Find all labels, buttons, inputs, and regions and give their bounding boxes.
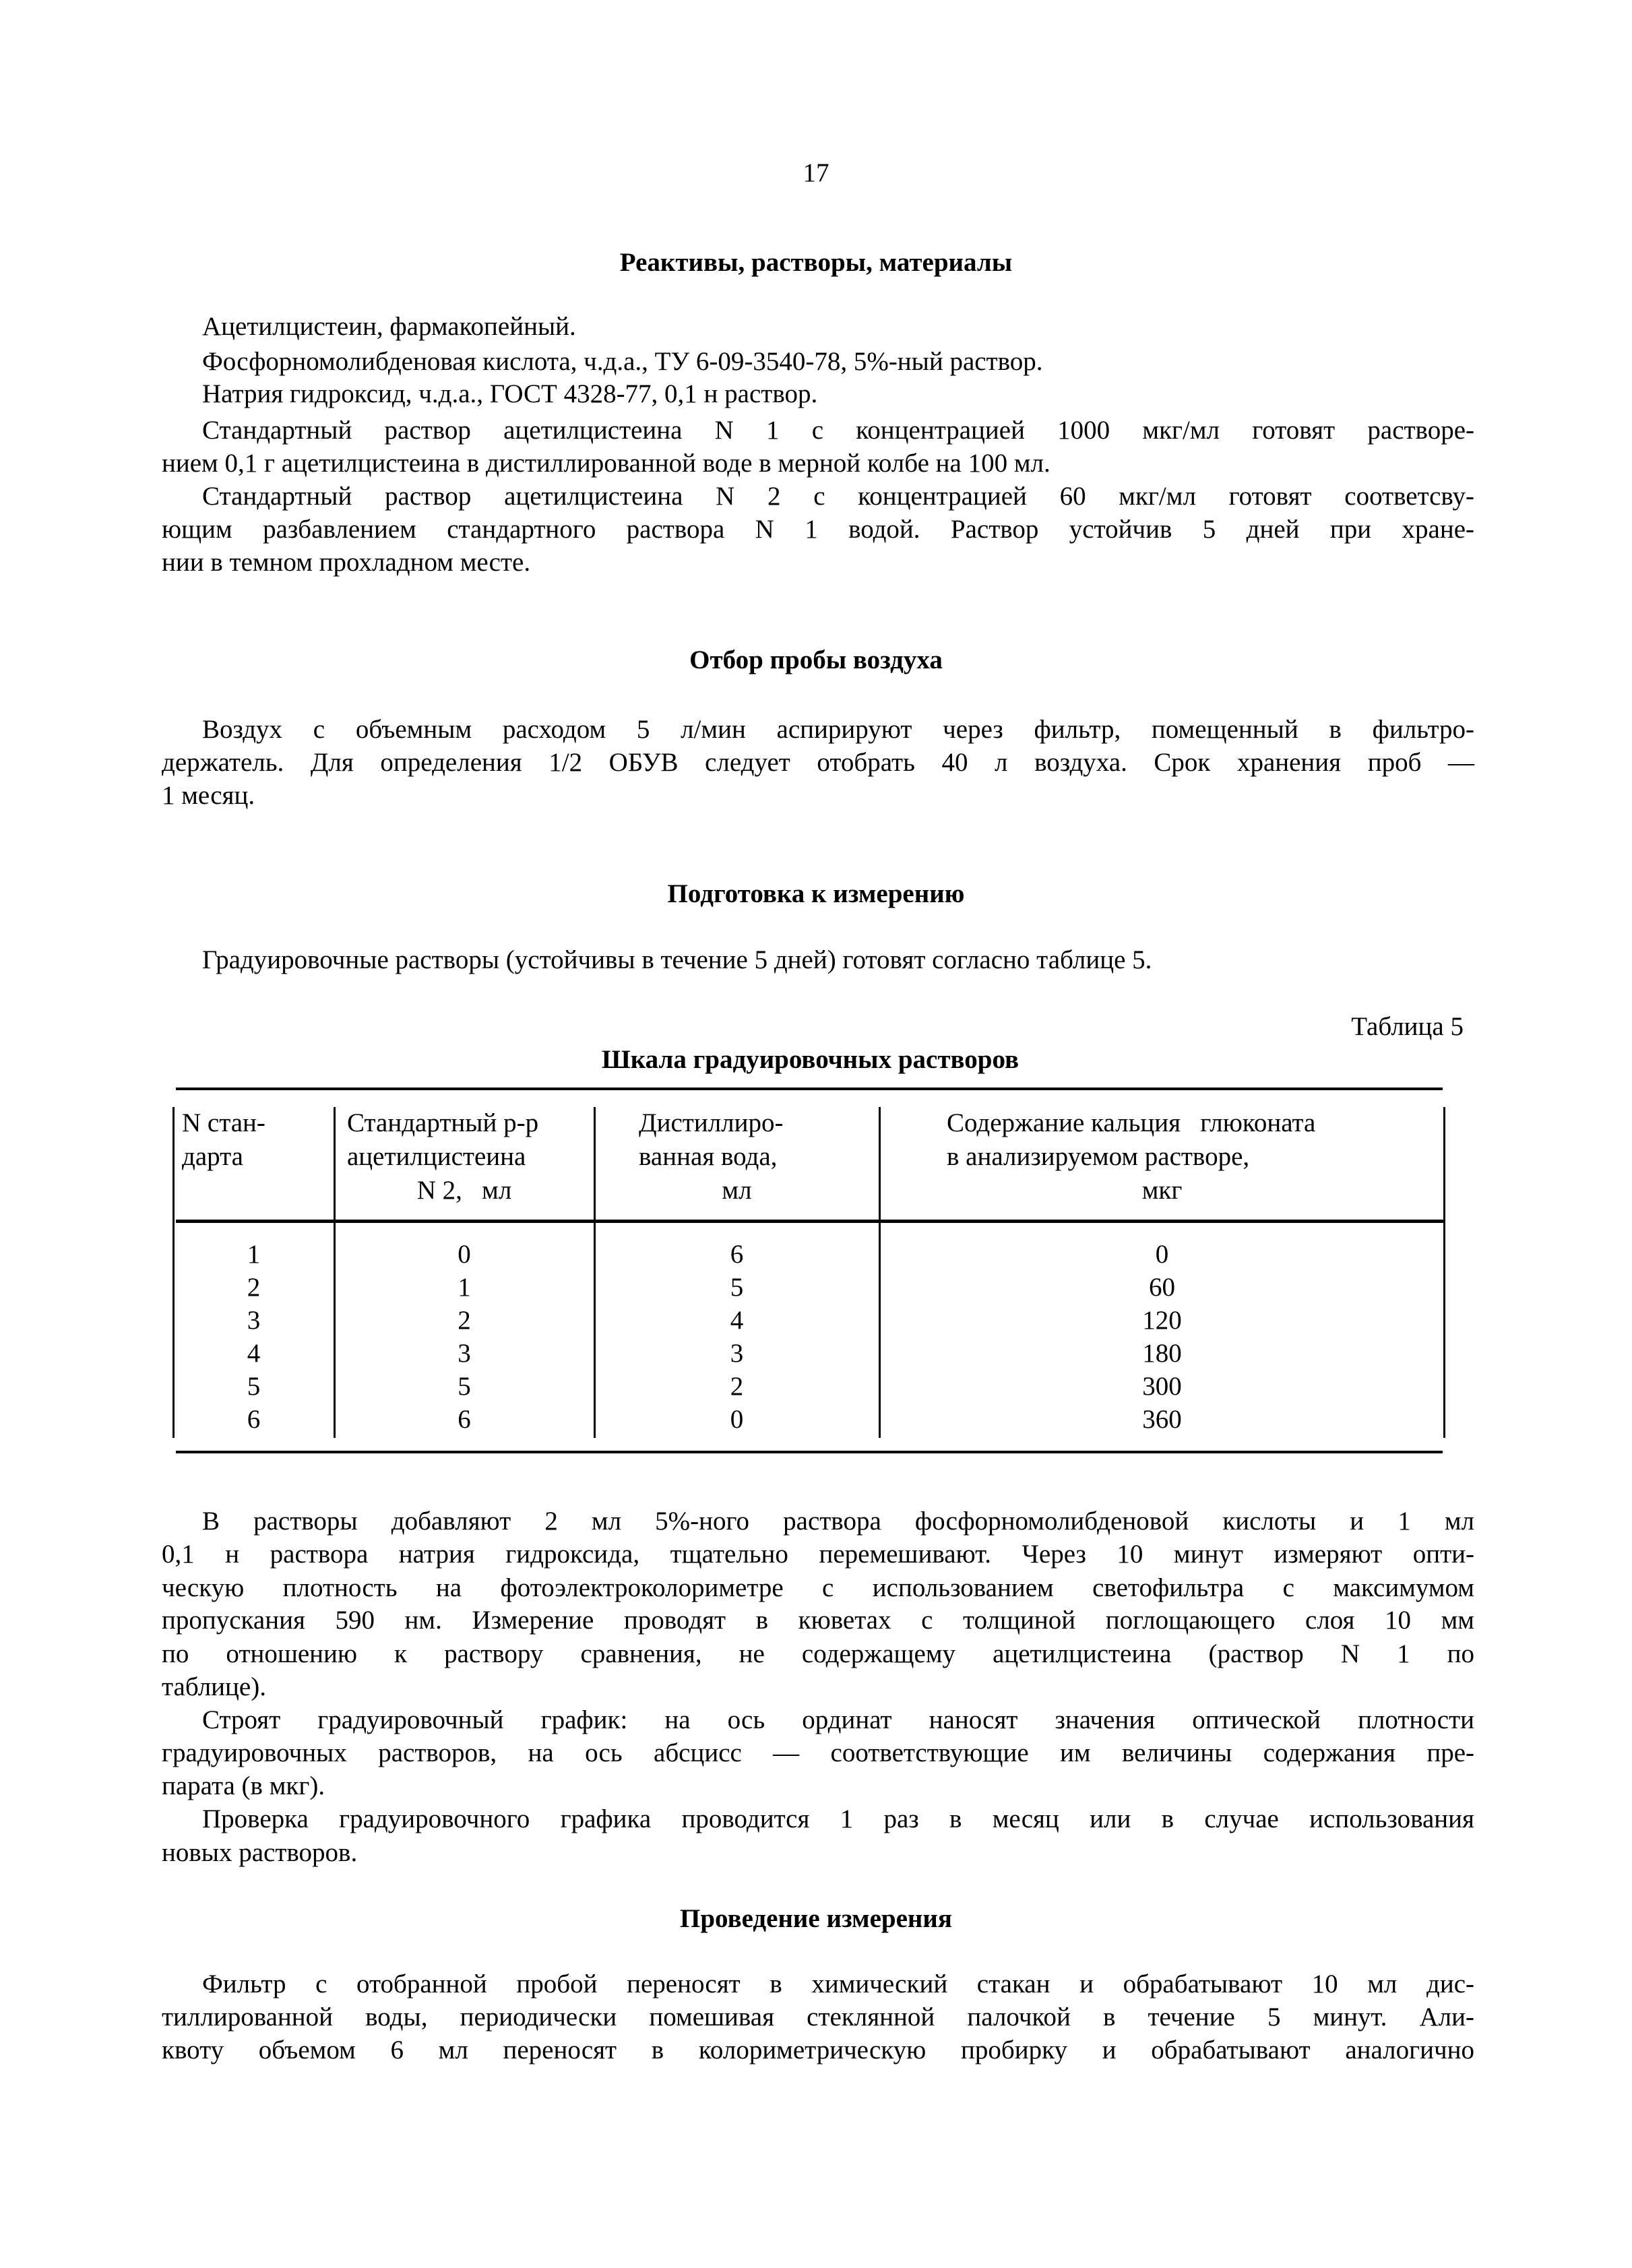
paragraph-line: Фильтр с отобранной пробой переносят в химический стакан и обрабатывают 10 мл дис-	[202, 1970, 1474, 1998]
paragraph-line: Стандартный раствор ацетилцистеина N 2 с концентрацией 60 мкг/мл готовят соответсву-	[202, 482, 1474, 511]
header-line: мл	[722, 1176, 752, 1205]
cell-standard-number: 3	[247, 1306, 261, 1335]
cell-content-mcg: 360	[1142, 1405, 1182, 1434]
header-line: N 2, мл	[416, 1176, 512, 1205]
header-line: Содержание кальция глюконата	[947, 1108, 1316, 1137]
paragraph-line: 0,1 н раствора натрия гидроксида, тщательно перемешивают. Через 10 минут измеряют опти-	[162, 1540, 1474, 1569]
table-top-rule	[176, 1088, 1443, 1090]
paragraph-line: Натрия гидроксид, ч.д.а., ГОСТ 4328-77, 0,1 н раствор.	[202, 379, 818, 408]
paragraph-line: тиллированной воды, периодически помешивая стеклянной палочкой в течение 5 минут. Али-	[162, 2003, 1474, 2031]
cell-standard-number: 6	[247, 1405, 261, 1434]
cell-water-ml: 3	[730, 1339, 744, 1368]
header-line: Стандартный р-р	[347, 1108, 539, 1137]
cell-standard-number: 2	[247, 1273, 261, 1302]
paragraph-line: Фосфорномолибденовая кислота, ч.д.а., ТУ 6-09-3540-78, 5%-ный раствор.	[202, 347, 1043, 376]
cell-content-mcg: 300	[1142, 1372, 1182, 1401]
cell-content-mcg: 0	[1155, 1240, 1169, 1269]
cell-water-ml: 5	[730, 1273, 744, 1302]
paragraph-line: Воздух с объемным расходом 5 л/мин аспирируют через фильтр, помещенный в фильтро-	[202, 715, 1474, 744]
table-label: Таблица 5	[1351, 1012, 1464, 1041]
paragraph-line: квоту объемом 6 мл переносят в колориметрическую пробирку и обрабатывают аналогично	[162, 2036, 1474, 2065]
paragraph-line: Стандартный раствор ацетилцистеина N 1 с концентрацией 1000 мкг/мл готовят растворе-	[202, 416, 1474, 445]
paragraph-line: 1 месяц.	[162, 781, 255, 810]
header-line: ацетилцистеина	[347, 1142, 526, 1171]
cell-content-mcg: 180	[1142, 1339, 1182, 1368]
cell-standard-solution-ml: 5	[458, 1372, 471, 1401]
paragraph-line: градуировочных растворов, на ось абсцисс — соответствующие им величины содержания пре-	[162, 1738, 1474, 1767]
header-line: ванная вода,	[639, 1142, 778, 1171]
cell-water-ml: 6	[730, 1240, 744, 1269]
paragraph-line: нии в темном прохладном месте.	[162, 548, 531, 577]
header-line: N стан-	[182, 1108, 265, 1137]
paragraph-line: Проверка градуировочного графика проводится 1 раз в месяц или в случае использования	[202, 1804, 1474, 1833]
paragraph-line: Градуировочные растворы (устойчивы в течение 5 дней) готовят согласно таблице 5.	[202, 945, 1152, 974]
cell-standard-solution-ml: 6	[458, 1405, 471, 1434]
paragraph-line: новых растворов.	[162, 1838, 358, 1867]
paragraph-line: Строят градуировочный график: на ось ординат наносят значения оптической плотности	[202, 1705, 1474, 1734]
paragraph-line: ющим разбавлением стандартного раствора N 1 водой. Раствор устойчив 5 дней при хране-	[162, 515, 1474, 544]
cell-water-ml: 0	[730, 1405, 744, 1434]
paragraph-line: Ацетилцистеин, фармакопейный.	[202, 312, 576, 341]
section-heading-measurement: Проведение измерения	[680, 1904, 952, 1933]
header-line: Дистиллиро-	[639, 1108, 784, 1137]
section-heading-reagents: Реактивы, растворы, материалы	[619, 248, 1013, 277]
header-line: в анализируемом растворе,	[947, 1142, 1250, 1171]
paragraph-line: таблице).	[162, 1672, 266, 1701]
cell-standard-solution-ml: 2	[458, 1306, 471, 1335]
paragraph-line: нием 0,1 г ацетилцистеина в дистиллированной воде в мерной колбе на 100 мл.	[162, 449, 1050, 478]
cell-water-ml: 2	[730, 1372, 744, 1401]
cell-standard-number: 1	[247, 1240, 261, 1269]
cell-standard-solution-ml: 0	[458, 1240, 471, 1269]
cell-standard-number: 4	[247, 1339, 261, 1368]
paragraph-line: пропускания 590 нм. Измерение проводят в кюветах с толщиной поглощающего слоя 10 мм	[162, 1606, 1474, 1635]
cell-water-ml: 4	[730, 1306, 744, 1335]
cell-standard-number: 5	[247, 1372, 261, 1401]
table-bottom-rule	[176, 1451, 1443, 1453]
section-heading-preparation: Подготовка к измерению	[667, 879, 965, 908]
cell-content-mcg: 120	[1142, 1306, 1182, 1335]
cell-standard-solution-ml: 1	[458, 1273, 471, 1302]
cell-content-mcg: 60	[1149, 1273, 1175, 1302]
paragraph-line: по отношению к раствору сравнения, не содержащему ацетилцистеина (раствор N 1 по	[162, 1639, 1474, 1668]
table-title: Шкала градуировочных растворов	[601, 1045, 1019, 1074]
table-header-rule	[176, 1220, 1445, 1223]
header-line: дарта	[182, 1142, 243, 1171]
cell-standard-solution-ml: 3	[458, 1339, 471, 1368]
paragraph-line: парата (в мкг).	[162, 1771, 325, 1800]
paragraph-line: В растворы добавляют 2 мл 5%-ного раствора фосфорномолибденовой кислоты и 1 мл	[202, 1507, 1474, 1536]
paragraph-line: ческую плотность на фотоэлектроколориметре с использованием светофильтра с максимумом	[162, 1573, 1474, 1602]
paragraph-line: держатель. Для определения 1/2 ОБУВ следует отобрать 40 л воздуха. Срок хранения проб —	[162, 748, 1474, 777]
header-line: мкг	[1141, 1176, 1183, 1205]
page-number: 17	[803, 158, 829, 187]
section-heading-air-sampling: Отбор пробы воздуха	[689, 645, 943, 674]
